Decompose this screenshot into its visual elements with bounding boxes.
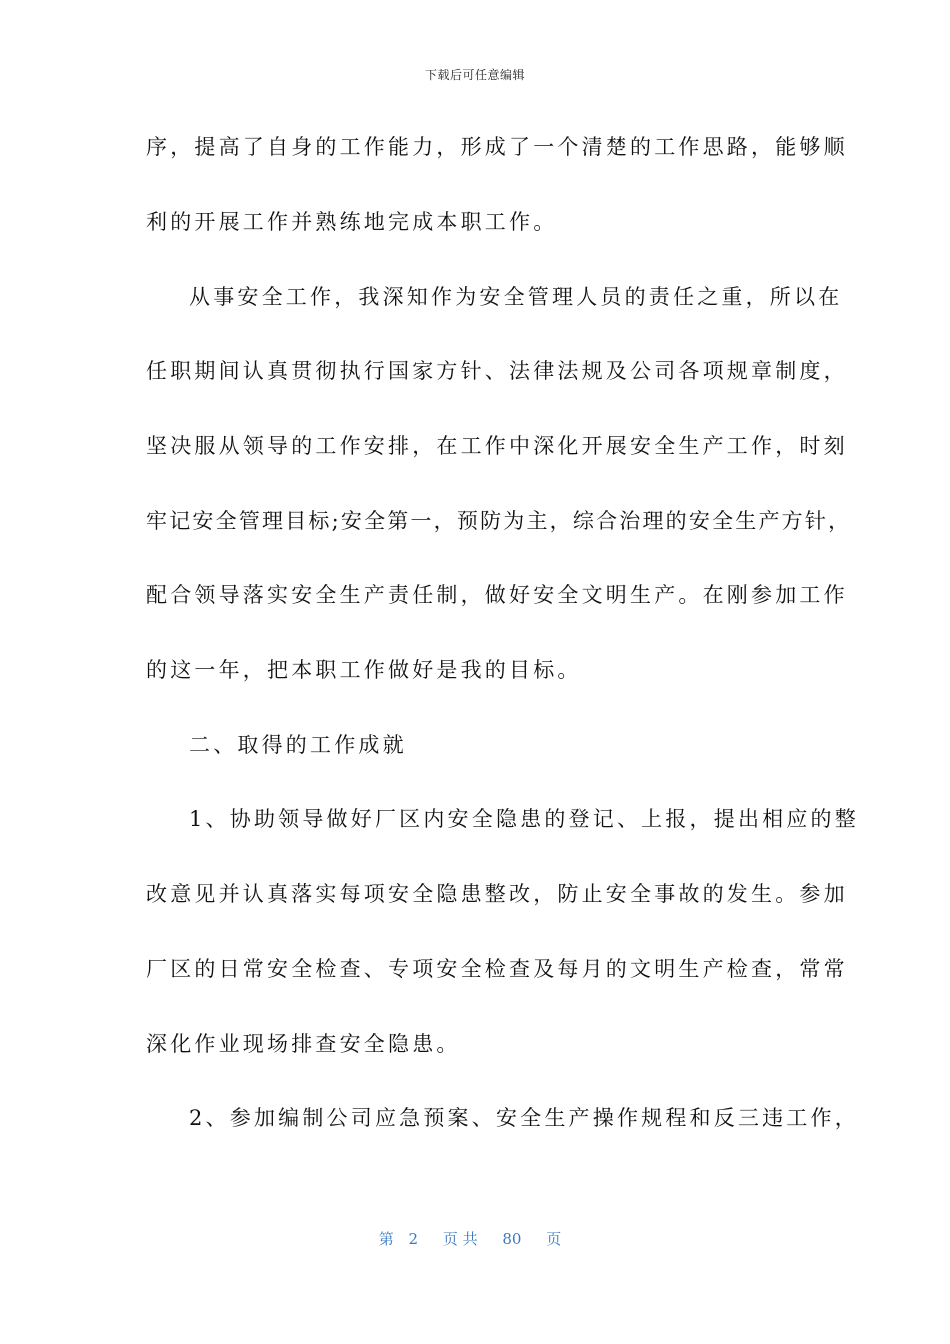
body-line-2: 利的开展工作并熟练地完成本职工作。 — [146, 210, 558, 234]
body-line-4: 任职期间认真贯彻执行国家方针、法律法规及公司各项规章制度， — [146, 359, 848, 383]
footer-page-number: 2 — [408, 1230, 419, 1248]
page-header: 下载后可任意编辑 — [424, 68, 525, 82]
section-heading: 二、取得的工作成就 — [189, 733, 407, 757]
body-line-5: 坚决服从领导的工作安排，在工作中深化开展安全生产工作，时刻 — [146, 434, 848, 458]
footer-di: 第 — [378, 1230, 394, 1248]
body-line-14: 2、参加编制公司应急预案、安全生产操作规程和反三违工作， — [189, 1106, 859, 1130]
body-line-13: 深化作业现场排查安全隐患。 — [146, 1032, 461, 1056]
page-footer — [0, 1228, 950, 1249]
body-line-7: 配合领导落实安全生产责任制，做好安全文明生产。在刚参加工作 — [146, 583, 848, 607]
footer-ye: 页 — [546, 1230, 562, 1248]
body-line-1: 序，提高了自身的工作能力，形成了一个清楚的工作思路，能够顺 — [146, 135, 848, 159]
body-line-12: 厂区的日常安全检查、专项安全检查及每月的文明生产检查，常常 — [146, 957, 848, 981]
body-line-3: 从事安全工作，我深知作为安全管理人员的责任之重，所以在 — [189, 285, 843, 309]
body-line-11: 改意见并认真落实每项安全隐患整改，防止安全事故的发生。参加 — [146, 882, 848, 906]
body-line-6: 牢记安全管理目标;安全第一，预防为主，综合治理的安全生产方针， — [146, 509, 852, 533]
body-line-10: 1、协助领导做好厂区内安全隐患的登记、上报，提出相应的整 — [189, 807, 859, 831]
footer-total-pages: 80 — [502, 1230, 522, 1248]
footer-ye-gong: 页 共 — [442, 1230, 478, 1248]
body-line-8: 的这一年，把本职工作做好是我的目标。 — [146, 658, 582, 682]
